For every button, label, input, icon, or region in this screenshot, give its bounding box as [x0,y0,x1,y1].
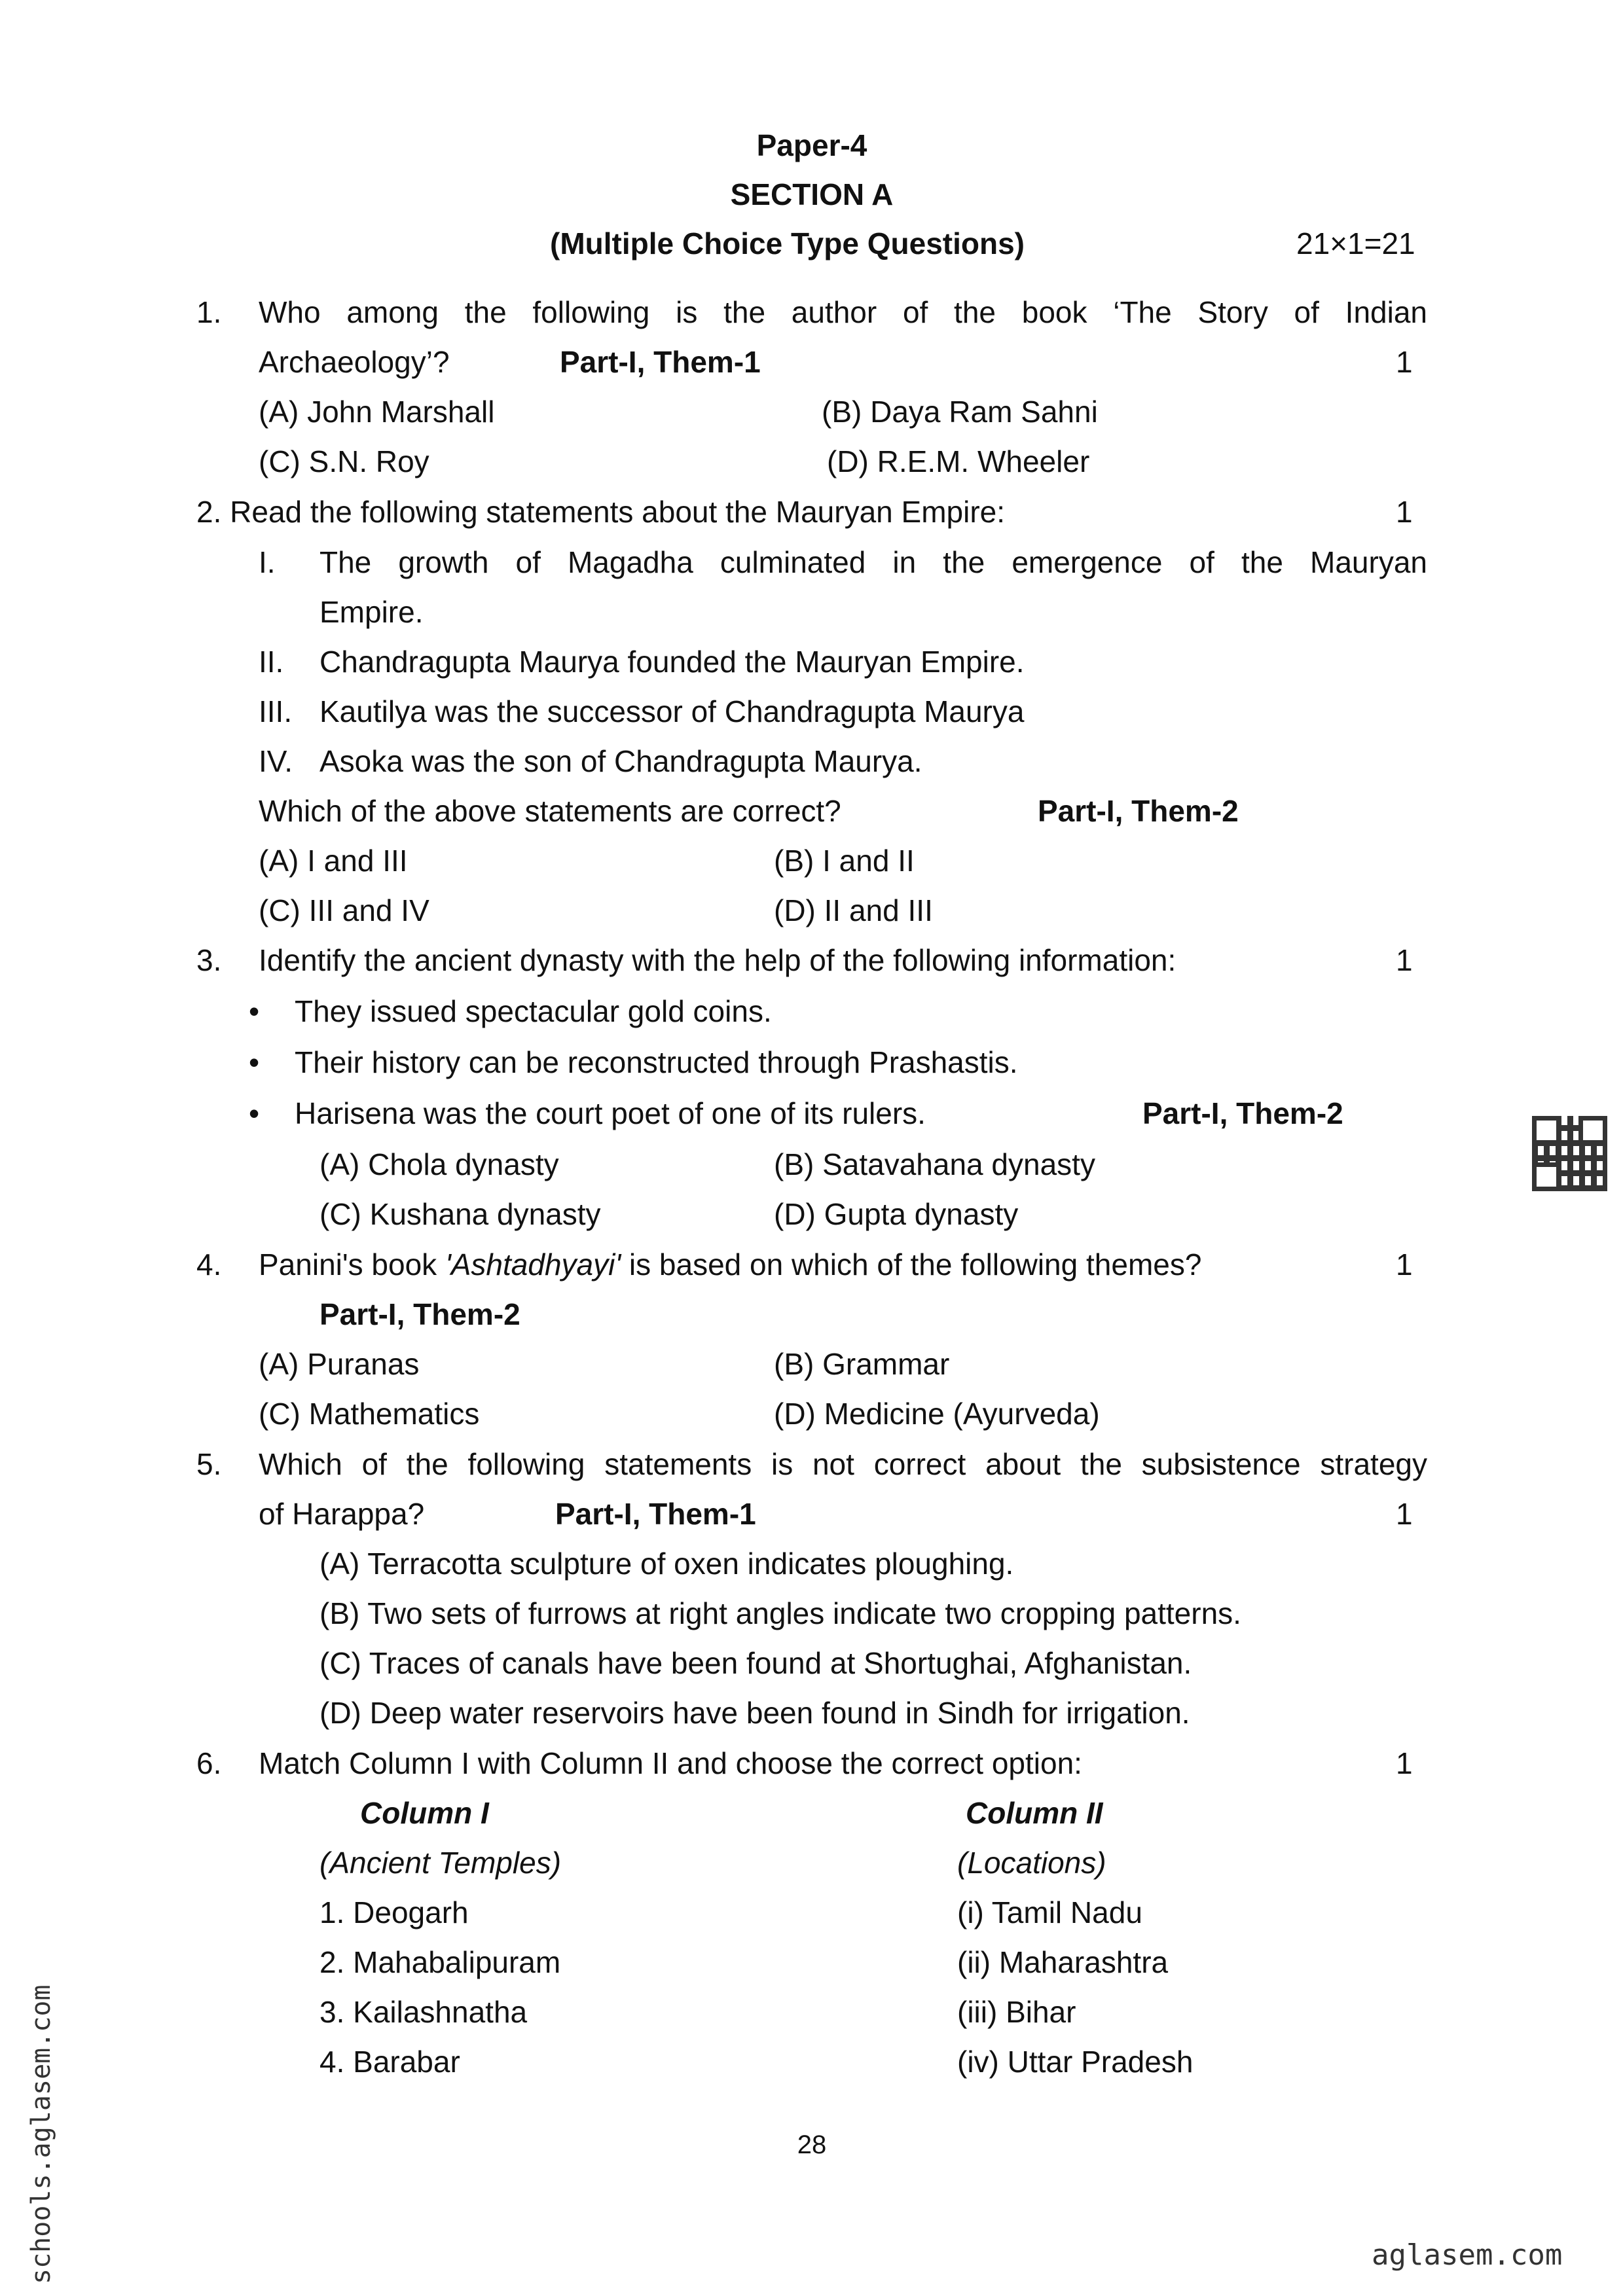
q3-topic-tag: Part-I, Them-2 [1142,1096,1343,1130]
q3-option-b: (B) Satavahana dynasty [774,1147,1095,1181]
q2-marks: 1 [1396,495,1413,529]
q4-marks: 1 [1396,1247,1413,1282]
column-2-heading: Column II [966,1796,1103,1830]
q1-stem-line1: Who among the following is the author of the book ‘The Story of Indian [259,295,1427,329]
q1-marks: 1 [1396,345,1413,379]
q3-bullet: Harisena was the court poet of one of its rulers. [295,1096,926,1130]
q4-option-c: (C) Mathematics [259,1397,480,1431]
q2-stem: 2. Read the following statements about the Mauryan Empire: [196,495,1006,529]
column-1-item: 2. Mahabalipuram [319,1945,561,1979]
q4-stem [259,1247,1201,1282]
q2-option-a: (A) I and III [259,844,408,878]
q1-topic-tag: Part-I, Them-1 [560,345,761,379]
q2-statement-cont: Empire. [319,595,424,629]
q2-option-c: (C) III and IV [259,893,429,927]
q2-statement-num: II. [259,645,284,679]
q2-statement-text: Chandragupta Maurya founded the Mauryan Empire. [319,645,1025,679]
q3-option-d: (D) Gupta dynasty [774,1197,1019,1231]
q4-option-a: (A) Puranas [259,1347,420,1381]
column-1-item: 4. Barabar [319,2045,460,2079]
page-number: 28 [797,2130,827,2159]
bullet-icon: • [249,1096,260,1130]
q2-statement-text: Kautilya was the successor of Chandragupta Maurya [319,694,1025,728]
q3-marks: 1 [1396,943,1413,977]
q2-statement-text: Asoka was the son of Chandragupta Maurya. [319,744,922,778]
q3-bullet: They issued spectacular gold coins. [295,994,772,1028]
column-1-item: 3. Kailashnatha [319,1995,528,2029]
side-watermark: schools.aglasem.com [26,1984,56,2284]
q1-option-b: (B) Daya Ram Sahni [822,395,1098,429]
column-2-item: (iv) Uttar Pradesh [957,2045,1194,2079]
q2-statement-num: III. [259,694,293,728]
q3-option-a: (A) Chola dynasty [319,1147,559,1181]
column-2-subheading: (Locations) [957,1846,1106,1880]
q4-stem-post: is based on which of the following themes? [621,1247,1202,1282]
q1-stem-line2: Archaeology’? [259,345,450,379]
column-1-item: 1. Deogarh [319,1895,469,1929]
q2-topic-tag: Part-I, Them-2 [1038,794,1239,828]
q4-topic-tag: Part-I, Them-2 [319,1297,520,1331]
q5-number: 5. [196,1447,222,1481]
qr-code [1532,1116,1607,1191]
q5-option-c: (C) Traces of canals have been found at Shortughai, Afghanistan. [319,1646,1192,1680]
q3-stem: Identify the ancient dynasty with the help of the following information: [259,943,1176,977]
column-1-heading: Column I [360,1796,489,1830]
q2-option-d: (D) II and III [774,893,933,927]
bullet-icon: • [249,1045,260,1079]
q4-stem-pre: Panini's book [259,1247,445,1282]
q4-option-b: (B) Grammar [774,1347,950,1381]
column-1-subheading: (Ancient Temples) [319,1846,562,1880]
q5-option-a: (A) Terracotta sculpture of oxen indicates ploughing. [319,1547,1014,1581]
q1-option-a: (A) John Marshall [259,395,495,429]
q2-statement-num: I. [259,545,276,579]
q4-book-title: 'Ashtadhyayi' [445,1247,621,1282]
q4-option-d: (D) Medicine (Ayurveda) [774,1397,1100,1431]
q2-statement-num: IV. [259,744,293,778]
q3-number: 3. [196,943,222,977]
column-2-item: (ii) Maharashtra [957,1945,1169,1979]
bullet-icon: • [249,994,260,1028]
q2-statement-text: The growth of Magadha culminated in the emergence of the Mauryan [319,545,1427,579]
column-2-item: (i) Tamil Nadu [957,1895,1142,1929]
q5-option-d: (D) Deep water reservoirs have been found in Sindh for irrigation. [319,1696,1190,1730]
column-2-item: (iii) Bihar [957,1995,1076,2029]
q1-option-c: (C) S.N. Roy [259,444,429,478]
q1-option-d: (D) R.E.M. Wheeler [827,444,1090,478]
q6-marks: 1 [1396,1746,1413,1780]
footer-watermark: aglasem.com [1372,2238,1563,2272]
section-marks: 21×1=21 [1296,226,1415,260]
q5-stem-line2: of Harappa? [259,1497,425,1531]
q5-marks: 1 [1396,1497,1413,1531]
q3-option-c: (C) Kushana dynasty [319,1197,601,1231]
q6-number: 6. [196,1746,222,1780]
paper-title: Paper-4 [756,128,867,162]
q2-option-b: (B) I and II [774,844,915,878]
section-subtitle: (Multiple Choice Type Questions) [550,226,1025,260]
q5-stem-line1: Which of the following statements is not correct about the subsistence strategy [259,1447,1427,1481]
q3-bullet: Their history can be reconstructed through Prashastis. [295,1045,1018,1079]
q4-number: 4. [196,1247,222,1282]
q6-stem: Match Column I with Column II and choose the correct option: [259,1746,1082,1780]
q2-question: Which of the above statements are correct? [259,794,841,828]
q5-option-b: (B) Two sets of furrows at right angles indicate two cropping patterns. [319,1596,1241,1630]
q5-topic-tag: Part-I, Them-1 [555,1497,756,1531]
q1-number: 1. [196,295,222,329]
section-title: SECTION A [730,177,894,211]
